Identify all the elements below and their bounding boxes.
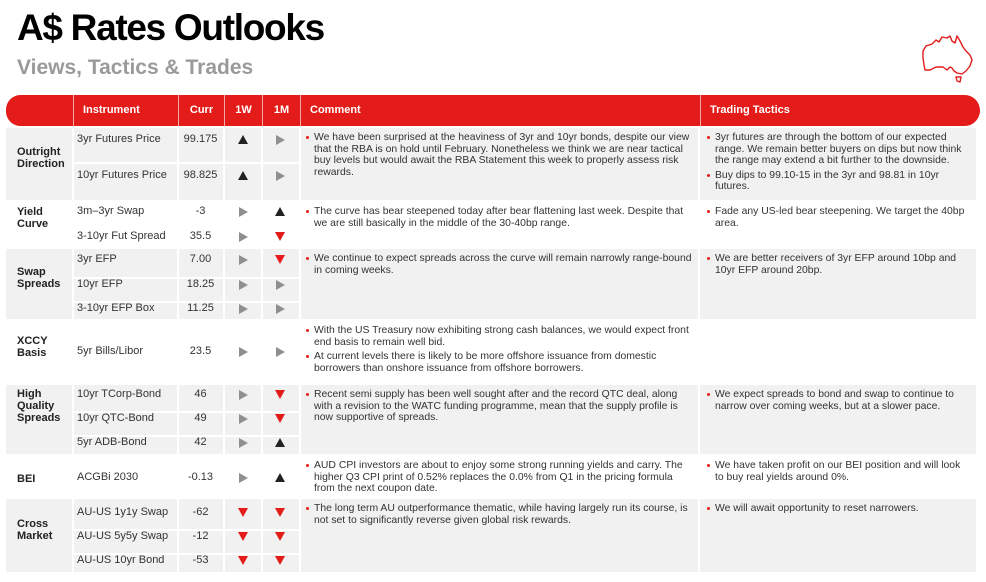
current-value: -0.13 bbox=[187, 471, 214, 483]
arrow-down-icon bbox=[275, 255, 285, 264]
instrument-name: 3-10yr Fut Spread bbox=[77, 230, 166, 242]
column-divider bbox=[299, 321, 301, 383]
comment-bullet: The curve has bear steepened today after bear flattening last week. Despite that we are still basically in the middle of the 30-40bp range. bbox=[305, 206, 695, 229]
australia-map-icon bbox=[920, 33, 980, 85]
column-divider bbox=[261, 499, 263, 572]
group-label: BEI bbox=[17, 473, 36, 485]
arrow-right-icon bbox=[239, 473, 248, 483]
comment-list bbox=[305, 325, 695, 374]
arrow-right-icon bbox=[239, 304, 248, 314]
instrument-name: AU-US 10yr Bond bbox=[77, 554, 165, 566]
instrument-name: 3yr Futures Price bbox=[77, 133, 161, 145]
column-divider bbox=[223, 128, 225, 200]
trading-tactics-cell bbox=[706, 132, 971, 196]
arrow-right-icon bbox=[276, 280, 285, 290]
current-value: 23.5 bbox=[189, 345, 212, 357]
current-value: 7.00 bbox=[189, 253, 212, 265]
group-label: Yield Curve bbox=[17, 206, 49, 230]
comment-cell bbox=[305, 460, 695, 498]
arrow-right-icon bbox=[239, 347, 248, 357]
comment-bullet: With the US Treasury now exhibiting strong cash balances, we would expect front end basis to remain well bid. bbox=[305, 325, 695, 348]
arrow-right-icon bbox=[239, 438, 248, 448]
arrow-down-icon bbox=[275, 532, 285, 541]
tactics-list bbox=[706, 132, 971, 193]
current-value: 11.25 bbox=[187, 302, 214, 314]
arrow-right-icon bbox=[239, 280, 248, 290]
tactic-bullet: We expect spreads to bond and swap to continue to narrow over coming weeks, but at a slower pace. bbox=[706, 389, 971, 412]
current-value: 98.825 bbox=[183, 169, 218, 181]
arrow-down-icon bbox=[238, 556, 248, 565]
instrument-name: 3yr EFP bbox=[77, 253, 117, 265]
arrow-right-icon bbox=[276, 304, 285, 314]
arrow-up-icon bbox=[275, 207, 285, 216]
instrument-name: 3m–3yr Swap bbox=[77, 205, 145, 217]
column-divider bbox=[223, 499, 225, 572]
current-value: 49 bbox=[194, 412, 207, 424]
comment-cell bbox=[305, 253, 695, 279]
arrow-down-icon bbox=[238, 508, 248, 517]
group-label: Swap Spreads bbox=[17, 266, 61, 290]
comment-bullet: At current levels there is likely to be more offshore issuance from domestic borrowers than onshore issuance from offshore borrowers. bbox=[305, 351, 695, 374]
column-divider bbox=[261, 249, 263, 319]
column-divider bbox=[261, 202, 263, 247]
column-divider bbox=[698, 128, 700, 200]
arrow-right-icon bbox=[239, 255, 248, 265]
arrow-down-icon bbox=[275, 556, 285, 565]
instrument-name: AU-US 5y5y Swap bbox=[77, 530, 169, 542]
row-divider bbox=[73, 162, 299, 164]
column-divider bbox=[72, 456, 74, 497]
tactics-list bbox=[706, 389, 971, 412]
column-divider bbox=[261, 456, 263, 497]
arrow-right-icon bbox=[276, 171, 285, 181]
comment-cell bbox=[305, 325, 695, 377]
column-divider bbox=[698, 321, 700, 383]
instrument-name: 5yr Bills/Libor bbox=[77, 345, 144, 357]
page-subtitle: Views, Tactics & Trades bbox=[17, 56, 254, 79]
column-divider bbox=[223, 385, 225, 454]
arrow-right-icon bbox=[239, 232, 248, 242]
trading-tactics-cell bbox=[706, 253, 971, 279]
arrow-right-icon bbox=[239, 414, 248, 424]
column-divider bbox=[698, 202, 700, 247]
column-divider bbox=[299, 249, 301, 319]
column-header-curr: Curr bbox=[178, 95, 224, 126]
tactic-bullet: We have taken profit on our BEI position and will look to buy real yields around 0%. bbox=[706, 460, 971, 483]
column-divider bbox=[299, 385, 301, 454]
arrow-down-icon bbox=[275, 508, 285, 517]
current-value: -3 bbox=[195, 205, 206, 217]
group-label: High Quality Spreads bbox=[17, 388, 61, 424]
tactic-bullet: We will await opportunity to reset narrowers. bbox=[706, 503, 971, 515]
comment-list bbox=[305, 206, 695, 229]
tactics-list bbox=[706, 253, 971, 276]
tactics-list bbox=[706, 460, 971, 483]
tactics-list bbox=[706, 503, 971, 515]
column-header-trading-tactics: Trading Tactics bbox=[700, 95, 940, 126]
instrument-name: AU-US 1y1y Swap bbox=[77, 506, 169, 518]
column-header-1w: 1W bbox=[224, 95, 262, 126]
arrow-right-icon bbox=[276, 135, 285, 145]
current-value: -12 bbox=[192, 530, 209, 542]
column-header-instrument: Instrument bbox=[73, 95, 178, 126]
current-value: 46 bbox=[194, 388, 207, 400]
tactics-list bbox=[706, 206, 971, 229]
column-divider bbox=[299, 128, 301, 200]
column-divider bbox=[698, 249, 700, 319]
comment-list bbox=[305, 132, 695, 178]
page-title: A$ Rates Outlooks bbox=[17, 7, 324, 48]
comment-list bbox=[305, 460, 695, 495]
column-header-comment: Comment bbox=[300, 95, 700, 126]
comment-list bbox=[305, 503, 695, 526]
comment-cell bbox=[305, 206, 695, 232]
column-divider bbox=[72, 202, 74, 247]
column-divider bbox=[72, 385, 74, 454]
column-divider bbox=[261, 321, 263, 383]
column-divider bbox=[72, 249, 74, 319]
trading-tactics-cell bbox=[706, 460, 971, 486]
trading-tactics-cell bbox=[706, 503, 971, 518]
column-divider bbox=[223, 321, 225, 383]
column-divider bbox=[72, 128, 74, 200]
arrow-up-icon bbox=[275, 473, 285, 482]
arrow-right-icon bbox=[239, 390, 248, 400]
comment-cell bbox=[305, 132, 695, 181]
tactic-bullet: 3yr futures are through the bottom of our expected range. We remain better buyers on dips but now think the range may extend a bit further to the downside. bbox=[706, 132, 971, 167]
current-value: 35.5 bbox=[189, 230, 212, 242]
comment-bullet: Recent semi supply has been well sought after and the record QTC deal, along with a revision to the WATC funding programme, mean that the supply profile is now supportive of spreads. bbox=[305, 389, 695, 424]
column-divider bbox=[72, 321, 74, 383]
instrument-name: 3-10yr EFP Box bbox=[77, 302, 155, 314]
current-value: 18.25 bbox=[186, 278, 215, 290]
column-header-1m: 1M bbox=[262, 95, 300, 126]
tactic-bullet: We are better receivers of 3yr EFP around 10bp and 10yr EFP around 20bp. bbox=[706, 253, 971, 276]
arrow-right-icon bbox=[239, 207, 248, 217]
comment-bullet: AUD CPI investors are about to enjoy some strong running yields and carry. The higher Q3 CPI print of 0.52% replaces the 0.0% from Q1 in the pricing formula from the next coupon date. bbox=[305, 460, 695, 495]
current-value: -62 bbox=[192, 506, 209, 518]
arrow-down-icon bbox=[238, 532, 248, 541]
column-divider bbox=[698, 456, 700, 497]
tactic-bullet: Buy dips to 99.10-15 in the 3yr and 98.81 in 10yr futures. bbox=[706, 170, 971, 193]
instrument-name: 10yr QTC-Bond bbox=[77, 412, 155, 424]
column-divider bbox=[72, 499, 74, 572]
arrow-right-icon bbox=[276, 347, 285, 357]
column-divider bbox=[299, 499, 301, 572]
current-value: -53 bbox=[192, 554, 209, 566]
column-divider bbox=[698, 499, 700, 572]
group-label: Outright Direction bbox=[17, 146, 65, 170]
trading-tactics-cell bbox=[706, 206, 971, 232]
comment-bullet: The long term AU outperformance thematic, while having largely run its course, is not set to significantly reverse given global risk rewards. bbox=[305, 503, 695, 526]
current-value: 42 bbox=[194, 436, 207, 448]
instrument-name: 5yr ADB-Bond bbox=[77, 436, 147, 448]
column-divider bbox=[223, 456, 225, 497]
arrow-up-icon bbox=[275, 438, 285, 447]
column-divider bbox=[698, 385, 700, 454]
instrument-name: ACGBi 2030 bbox=[77, 471, 139, 483]
column-divider bbox=[223, 249, 225, 319]
column-divider bbox=[299, 202, 301, 247]
instrument-name: 10yr Futures Price bbox=[77, 169, 167, 181]
instrument-name: 10yr EFP bbox=[77, 278, 123, 290]
column-divider bbox=[261, 385, 263, 454]
current-value: 99.175 bbox=[183, 133, 218, 145]
column-divider bbox=[223, 202, 225, 247]
trading-tactics-cell bbox=[706, 389, 971, 415]
arrow-up-icon bbox=[238, 171, 248, 180]
instrument-name: 10yr TCorp-Bond bbox=[77, 388, 162, 400]
comment-bullet: We continue to expect spreads across the curve will remain narrowly range-bound in coming weeks. bbox=[305, 253, 695, 276]
column-divider bbox=[299, 456, 301, 497]
arrow-down-icon bbox=[275, 232, 285, 241]
arrow-down-icon bbox=[275, 414, 285, 423]
arrow-up-icon bbox=[238, 135, 248, 144]
comment-cell bbox=[305, 389, 695, 427]
tactic-bullet: Fade any US-led bear steepening. We target the 40bp area. bbox=[706, 206, 971, 229]
comment-bullet: We have been surprised at the heaviness of 3yr and 10yr bonds, despite our view that the RBA is on hold until February. Nonetheless we think we are near tactical buy levels but would await the RBA Statement this week to properly assess risk rewards. bbox=[305, 132, 695, 178]
comment-list bbox=[305, 253, 695, 276]
column-divider bbox=[261, 128, 263, 200]
arrow-down-icon bbox=[275, 390, 285, 399]
comment-cell bbox=[305, 503, 695, 529]
group-label: XCCY Basis bbox=[17, 335, 48, 359]
comment-list bbox=[305, 389, 695, 424]
group-label: Cross Market bbox=[17, 518, 53, 542]
